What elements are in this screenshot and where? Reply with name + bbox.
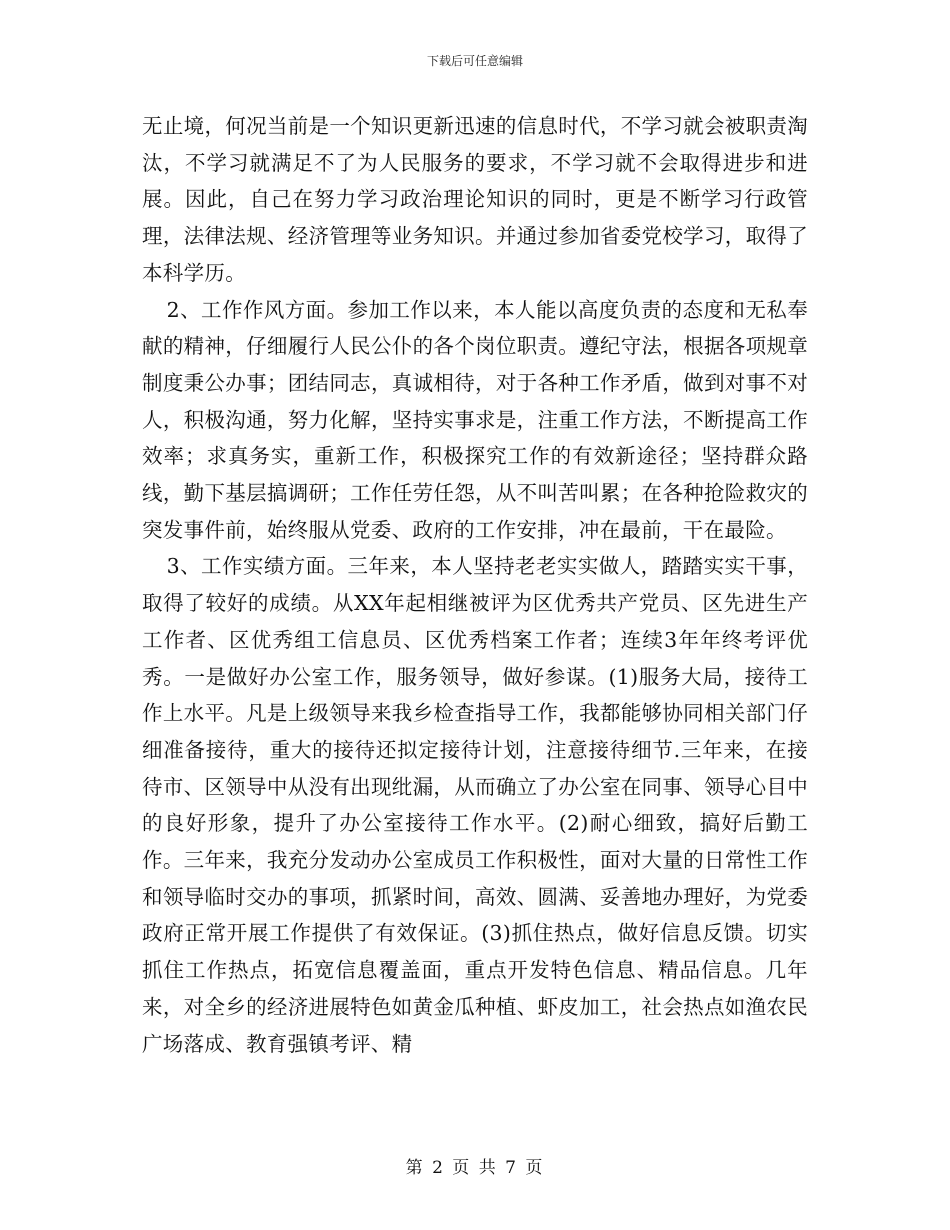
paragraph-work-style: 2、工作作风方面。参加工作以来，本人能以高度负责的态度和无私奉献的精神，仔细履行人民公仆的各个岗位职责。遵纪守法，根据各项规章制度秉公办事；团结同志，真诚相待，对于各种工作矛盾，做到对事不对人，积极沟通，努力化解，坚持实事求是，注重工作方法，不断提高工作效率；求真务实，重新工作，积极探究工作的有效新途径；坚持群众路线，勤下基层搞调研；工作任劳任怨，从不叫苦叫累；在各种抢险救灾的突发事件前，始终服从党委、政府的工作安排，冲在最前，干在最险。 xyxy=(142,297,808,542)
document-body xyxy=(142,108,808,1062)
paragraph-continuation: 无止境，何况当前是一个知识更新迅速的信息时代，不学习就会被职责淘汰，不学习就满足不了为人民服务的要求，不学习就不会取得进步和进展。因此，自己在努力学习政治理论知识的同时，更是不断学习行政管理，法律法规、经济管理等业务知识。并通过参加省委党校学习，取得了本科学历。 xyxy=(142,114,808,285)
page-footer: 第 2 页 共 7 页 xyxy=(405,1158,545,1178)
paragraph-work-achievements: 3、工作实绩方面。三年来，本人坚持老老实实做人，踏踏实实干事，取得了较好的成绩。从XX年起相继被评为区优秀共产党员、区先进生产工作者、区优秀组工信息员、区优秀档案工作者；连续3年年终考评优秀。一是做好办公室工作，服务领导，做好参谋。(1)服务大局，接待工作上水平。凡是上级领导来我乡检查指导工作，我都能够协同相关部门仔细准备接待，重大的接待还拟定接待计划，注意接待细节.三年来，在接待市、区领导中从没有出现纰漏，从而确立了办公室在同事、领导心目中的良好形象，提升了办公室接待工作水平。(2)耐心细致，搞好后勤工作。三年来，我充分发动办公室成员工作积极性，面对大量的日常性工作和领导临时交办的事项，抓紧时间，高效、圆满、妥善地办理好，为党委政府正常开展工作提供了有效保证。(3)抓住热点，做好信息反馈。切实抓住工作热点，拓宽信息覆盖面，重点开发特色信息、精品信息。几年来，对全乡的经济进展特色如黄金瓜种植、虾皮加工，社会热点如渔农民广场落成、教育强镇考评、精 xyxy=(142,554,808,1056)
page-header: 下载后可任意编辑 xyxy=(426,54,523,68)
